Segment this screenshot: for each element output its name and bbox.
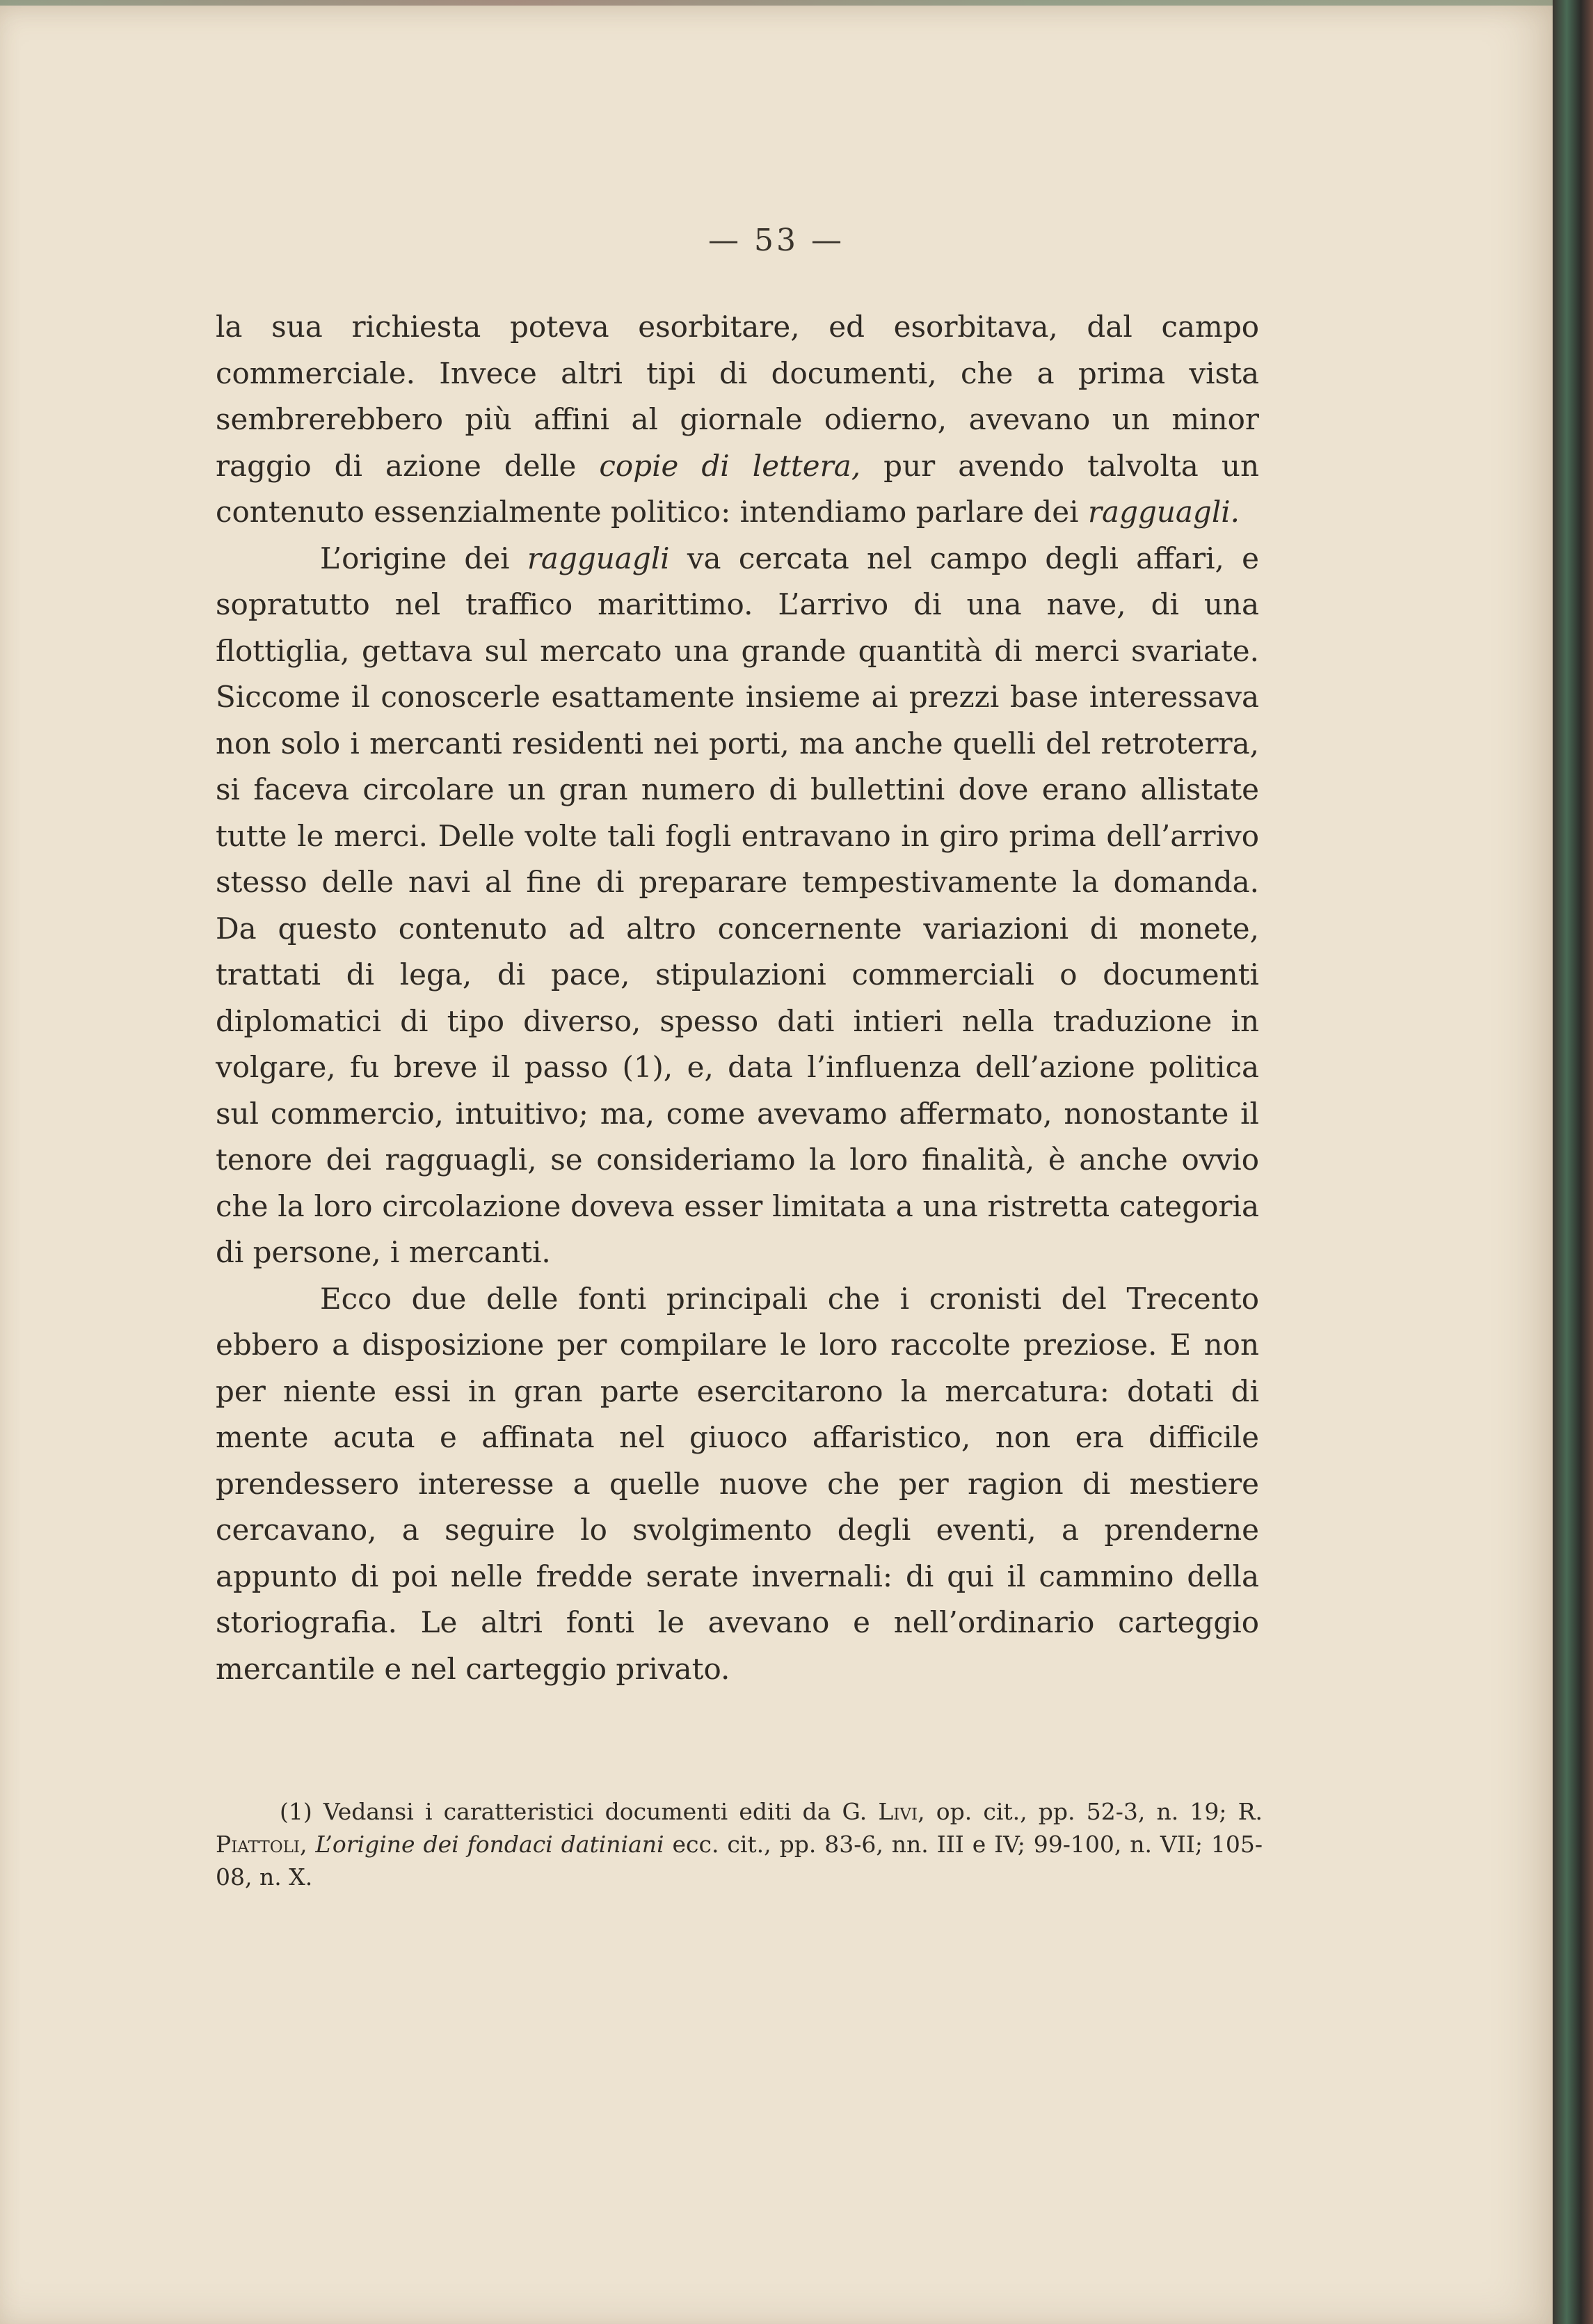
- footnote-author-livi: Livi: [878, 1798, 918, 1825]
- footnote-text-b: , op. cit., pp. 52-3, n. 19; R.: [918, 1798, 1263, 1825]
- paragraph-3-text: Ecco due delle fonti principali che i cronisti del Trecento ebbero a disposizione per compilare le loro raccolte preziose. E non per niente essi in gran parte esercitarono la mercatura: dotati di mente acuta e affinata nel giuoco affaristico, non era difficile prendessero interesse a quelle nuove che per ragion di mestiere cercavano, a seguire lo svolgimento degli eventi, a prenderne appunto di poi nelle fredde serate invernali: di qui il cammino della storiografia. Le altri fonti le avevano e nell’ordinario carteggio mercantile e nel carteggio privato.: [216, 1281, 1259, 1686]
- paragraph-1-emphasis-a: copie di lettera,: [599, 448, 861, 483]
- page-top-edge: [0, 0, 1553, 6]
- body-text: [216, 304, 1259, 1692]
- paragraph-1-text-b: pur avendo talvolta un contenuto essenzialmente politico: intendiamo parlare dei: [216, 448, 1259, 529]
- footnote-text-a: Vedansi i caratteristici documenti editi da G.: [312, 1798, 879, 1825]
- paragraph-2-text-a: L’origine dei: [320, 541, 527, 575]
- paragraph-1-text-a: la sua richiesta poteva esorbitare, ed esorbitava, dal campo commerciale. Invece altri tipi di documenti, che a prima vista sembrerebbero più affini al giornale odierno, avevano un minor raggio di azione delle: [216, 310, 1259, 483]
- footnote-1: [216, 1795, 1263, 1893]
- footnote-text-d: ecc. cit., pp. 83-6, nn. III e IV; 99-100, n. VII; 105-08, n. X.: [216, 1831, 1263, 1891]
- page-number: — 53 —: [708, 223, 844, 258]
- paragraph-1: [216, 304, 1259, 536]
- footnote-text-c: ,: [299, 1831, 316, 1858]
- footnote-marker: (1): [280, 1798, 312, 1825]
- paragraph-2-emphasis: ragguagli: [527, 541, 670, 575]
- paragraph-2: [216, 536, 1259, 1276]
- footnote-title: L’origine dei fondaci datiniani: [315, 1831, 664, 1858]
- book-spine-edge: [1553, 0, 1593, 2324]
- paragraph-2-text-b: va cercata nel campo degli affari, e sopratutto nel traffico marittimo. L’arrivo di una nave, di una flottiglia, gettava sul mercato una grande quantità di merci svariate. Siccome il conoscerle esattamente insieme ai prezzi base interessava non solo i mercanti residenti nei porti, ma anche quelli del retroterra, si faceva circolare un gran numero di bullettini dove erano allistate tutte le merci. Delle volte tali fogli entravano in giro prima dell’arrivo stesso delle navi al fine di preparare tempestivamente la domanda. Da questo contenuto ad altro concernente variazioni di monete, trattati di lega, di pace, stipulazioni commerciali o documenti diplomatici di tipo diverso, spesso dati intieri nella traduzione in volgare, fu breve il passo (1), e, data l’influenza dell’azione politica sul commercio, intuitivo; ma, come avevamo affermato, nonostante il tenore dei ragguagli, se consideriamo la loro finalità, è anche ovvio che la loro circolazione doveva esser limitata a una ristretta categoria di persone, i mercanti.: [216, 541, 1259, 1269]
- footnotes: [216, 1795, 1263, 1893]
- paragraph-3: [216, 1276, 1259, 1693]
- paragraph-1-emphasis-b: ragguagli.: [1087, 495, 1240, 529]
- footnote-author-piattoli: Piattoli: [216, 1831, 300, 1858]
